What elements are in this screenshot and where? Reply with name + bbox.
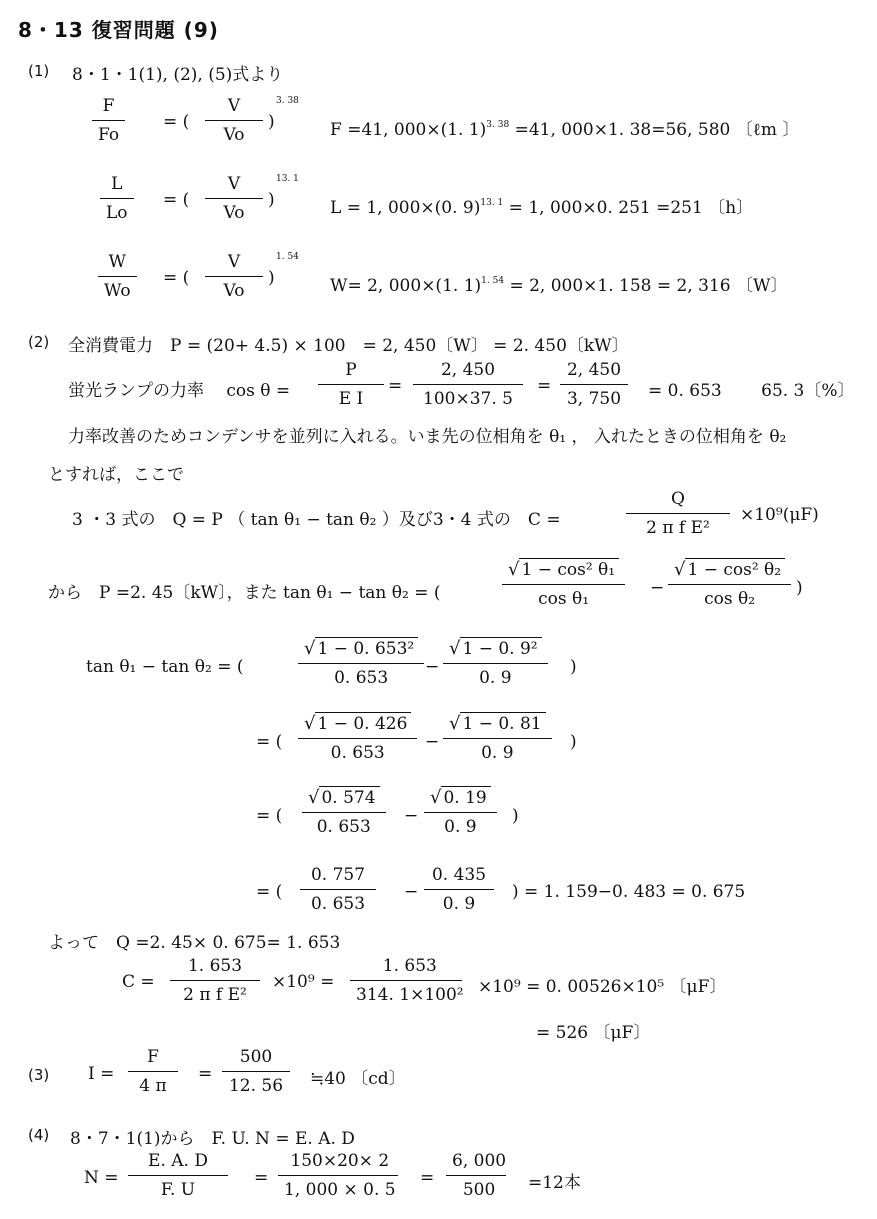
fraction-denominator: Lo (106, 203, 128, 223)
equals: = (388, 376, 403, 396)
fraction-numerator: V (227, 96, 241, 116)
fraction-numerator: 2, 450 (440, 360, 496, 380)
fraction-numerator: 1. 653 (382, 956, 437, 976)
c-mid: ×10⁹ = (272, 972, 335, 992)
equals: = (537, 376, 552, 396)
s4-intro: 8・7・1(1)から F. U. N = E. A. D (70, 1129, 355, 1149)
tan-fraction-1: √ 1 − cos² θ₁ cos θ₁ (502, 558, 625, 610)
calc-4-fraction-2 (424, 864, 494, 915)
s4-tail: =12本 (528, 1173, 581, 1193)
calc-lead: tan θ₁ − tan θ₂ = ( (86, 657, 244, 677)
s3-tail: ≒40 〔cd〕 (310, 1069, 406, 1089)
equals: = (198, 1064, 213, 1084)
explanation-line-2: とすれば，ここで (48, 465, 184, 485)
fraction-denominator: 0. 653 (330, 743, 385, 763)
fraction-denominator: cos θ₁ (538, 589, 590, 609)
minus: − (404, 806, 419, 826)
fraction-numerator: 2, 450 (566, 360, 622, 380)
row-1-result: F =41, 000×(1. 1)$^{3. 38}$ =41, 000×1. 38=56, 580 〔ℓm 〕 (330, 120, 800, 140)
fraction-denominator: Vo (223, 203, 245, 223)
s3-lead: I = (88, 1064, 115, 1084)
fraction-denominator: 4 π (139, 1076, 167, 1096)
fraction-numerator: Q (671, 489, 685, 509)
close-paren: ) (570, 657, 577, 677)
calc-1-fraction-1: √ 1 − 0. 653² 0. 653 (298, 637, 424, 689)
fraction-denominator: 2 π f E² (646, 518, 710, 538)
fraction-denominator: cos θ₂ (704, 589, 756, 609)
s4-fraction-3 (446, 1150, 512, 1201)
fraction-numerator: E. A. D (148, 1151, 208, 1171)
fraction-denominator: 0. 653 (316, 817, 371, 837)
c-final: = 526 〔μF〕 (536, 1023, 651, 1043)
fraction-denominator: 0. 9 (444, 817, 477, 837)
sqrt-content: 0. 574 (319, 786, 379, 809)
minus: − (425, 732, 440, 752)
minus: − (650, 578, 665, 598)
fraction-denominator: 0. 9 (479, 668, 512, 688)
fraction-denominator: E I (338, 389, 364, 409)
section-2-label: (2) (28, 333, 50, 351)
s3-fraction-2 (222, 1046, 290, 1097)
exponent: 13. 1 (276, 174, 299, 184)
kara-lead: から P =2. 45〔kW〕，また tan θ₁ − tan θ₂ = ( (48, 583, 441, 603)
row-2-result: L = 1, 000×(0. 9)$^{13. 1}$ = 1, 000×0. 251 =251 〔h〕 (330, 198, 754, 218)
c-fraction-1 (170, 955, 260, 1006)
close-paren: ) (570, 732, 577, 752)
explanation-line-1: 力率改善のためコンデンサを並列に入れる。いま先の位相角を θ₁ ， 入れたときの位相角を θ₂ (68, 427, 787, 447)
c-lead: C = (122, 972, 155, 992)
fraction-numerator: 0. 435 (431, 865, 487, 885)
s4-fraction-2 (278, 1150, 402, 1201)
equals-paren: = ( (256, 732, 283, 752)
equals-paren: = ( (256, 806, 283, 826)
fraction-denominator: 0. 653 (310, 894, 366, 914)
fraction-denominator: 0. 9 (442, 894, 476, 914)
fraction-numerator: F (102, 96, 115, 116)
fraction-numerator: 6, 000 (452, 1151, 507, 1171)
fraction-numerator: 150×20× 2 (290, 1151, 390, 1171)
equals: = (254, 1168, 269, 1188)
fraction-denominator: 0. 653 (334, 668, 389, 688)
calc-3-fraction-2: √ 0. 19 0. 9 (424, 786, 497, 838)
exponent: 1. 54 (276, 252, 299, 262)
pf-fraction-3 (560, 359, 628, 410)
fraction-numerator: 500 (239, 1047, 273, 1067)
calc-4-fraction-1 (300, 864, 376, 915)
formula-lead: 3 ・3 式の Q = P （ tan θ₁ − tan θ₂ ）及び3・4 式の C = (72, 510, 561, 530)
fraction-numerator: W (108, 252, 127, 272)
fraction-denominator: Wo (104, 281, 131, 301)
fraction-numerator: 1. 653 (187, 956, 243, 976)
sqrt-content: 1 − cos² θ₂ (685, 558, 785, 581)
sqrt-content: 1 − 0. 9² (460, 637, 541, 660)
section-3-label: (3) (28, 1066, 50, 1084)
fraction-denominator: 3, 750 (566, 389, 622, 409)
pf-fraction-2 (413, 359, 523, 410)
s4-lead: N = (84, 1168, 119, 1188)
section-1-label: (1) (28, 62, 50, 80)
calc-1-fraction-2: √ 1 − 0. 9² 0. 9 (443, 637, 548, 689)
sqrt-content: 1 − 0. 426 (315, 712, 411, 735)
fraction-denominator: Vo (223, 125, 245, 145)
calc-3-fraction-1: √ 0. 574 0. 653 (302, 786, 386, 838)
fraction-denominator: 100×37. 5 (423, 389, 513, 409)
fraction-denominator: 12. 56 (228, 1076, 284, 1096)
fraction-denominator: 314. 1×100² (356, 985, 464, 1005)
close-paren: ) (268, 190, 275, 210)
close-paren: ) (268, 112, 275, 132)
fraction-denominator: 0. 9 (481, 743, 514, 763)
fraction-denominator: Fo (98, 125, 120, 145)
ratio-v-fraction (205, 173, 263, 224)
equals-paren: = ( (163, 112, 190, 132)
pf-fraction-1 (318, 359, 384, 410)
c-fraction-2 (350, 955, 470, 1006)
sqrt-content: 1 − 0. 653² (315, 637, 418, 660)
power-factor-result: = 0. 653 65. 3〔%〕 (648, 381, 855, 401)
close-paren: ) (512, 806, 519, 826)
capacitance-formula-fraction (626, 488, 730, 539)
s3-fraction-1 (128, 1046, 178, 1097)
equals-paren: = ( (256, 882, 283, 902)
fraction-denominator: 1, 000 × 0. 5 (284, 1180, 396, 1200)
exponent: 3. 38 (276, 96, 299, 106)
fraction-denominator: 500 (462, 1180, 496, 1200)
sqrt-content: 1 − cos² θ₁ (519, 558, 619, 581)
sqrt-content: 1 − 0. 81 (460, 712, 545, 735)
fraction-denominator: 2 π f E² (183, 985, 247, 1005)
c-tail: ×10⁹ = 0. 00526×10⁵ 〔μF〕 (478, 977, 727, 997)
ratio-v-fraction (205, 95, 263, 146)
fraction-numerator: P (345, 360, 357, 380)
section-4-label: (4) (28, 1126, 50, 1144)
s4-fraction-1 (128, 1150, 228, 1201)
row-3-result: W= 2, 000×(1. 1)$^{1. 54}$ = 2, 000×1. 158 = 2, 316 〔W〕 (330, 276, 788, 296)
calc-2-fraction-1: √ 1 − 0. 426 0. 653 (298, 712, 417, 764)
ratio-f-fraction (92, 95, 125, 146)
q-result-line: よって Q =2. 45× 0. 675= 1. 653 (48, 933, 341, 953)
close-paren: ) (796, 578, 803, 598)
fraction-denominator: F. U (160, 1180, 196, 1200)
fraction-denominator: Vo (223, 281, 245, 301)
tan-fraction-2: √ 1 − cos² θ₂ cos θ₂ (668, 558, 791, 610)
calc-2-fraction-2: √ 1 − 0. 81 0. 9 (443, 712, 552, 764)
total-power-line: 全消費電力 P = (20+ 4.5) × 100 = 2, 450〔W〕 = 2. 450〔kW〕 (68, 336, 629, 356)
ratio-w-fraction (98, 251, 137, 302)
formula-tail: ×10⁹(μF) (740, 505, 819, 525)
close-paren: ) (268, 268, 275, 288)
fraction-numerator: 0. 757 (310, 865, 366, 885)
sqrt-content: 0. 19 (441, 786, 490, 809)
minus: − (425, 657, 440, 677)
equals-paren: = ( (163, 190, 190, 210)
fraction-numerator: L (111, 174, 123, 194)
fraction-numerator: F (147, 1047, 159, 1067)
equals-paren: = ( (163, 268, 190, 288)
fraction-numerator: V (227, 174, 241, 194)
fraction-numerator: V (227, 252, 241, 272)
calc-result: ) = 1. 159−0. 483 = 0. 675 (512, 882, 746, 902)
ratio-v-fraction (205, 251, 263, 302)
ratio-l-fraction (100, 173, 134, 224)
minus: − (404, 882, 419, 902)
equals: = (420, 1168, 435, 1188)
power-factor-lead: 蛍光ランプの力率 cos θ = (68, 381, 291, 401)
page-title: 8・13 復習問題 (9) (18, 18, 219, 42)
section-1-intro: 8・1・1(1), (2), (5)式より (72, 65, 284, 85)
